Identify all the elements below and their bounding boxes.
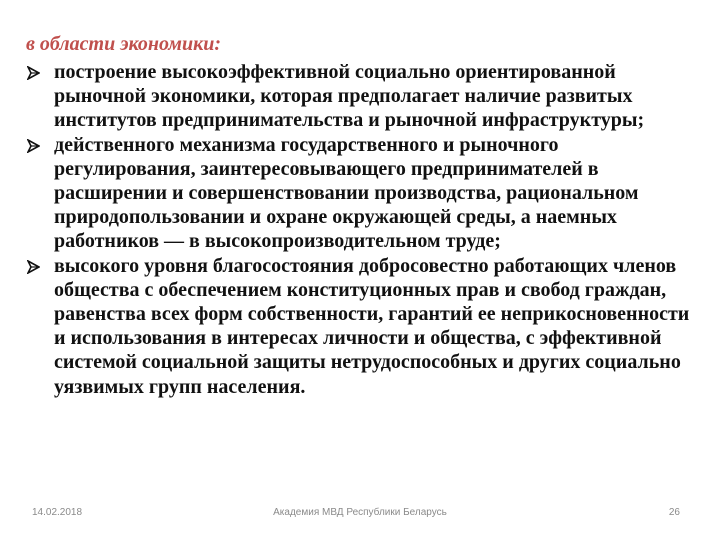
bullet-text: действенного механизма государственного и рыночного регулирования, заинтересовывающего предпринимателей в расширении и совершенствовании производства, рациональном природопользовании и охране окружающей среды, а наемных работников — в высокопроизводительном труде; bbox=[54, 133, 639, 253]
arrowhead-bullet-icon bbox=[27, 66, 40, 80]
bullet-item bbox=[0, 254, 694, 399]
bullet-list bbox=[0, 60, 720, 399]
section-heading: в области экономики: bbox=[26, 33, 221, 55]
bullet-text: построение высокоэффективной социально ориентированной рыночной экономики, которая предполагает наличие развитых институтов предпринимательства и рыночной инфраструктуры; bbox=[54, 61, 645, 132]
bullet-item bbox=[0, 60, 694, 133]
footer-page-number: 26 bbox=[668, 507, 680, 518]
bullet-item bbox=[0, 133, 694, 254]
arrowhead-bullet-icon bbox=[27, 139, 40, 153]
bullet-text: высокого уровня благосостояния добросовестно работающих членов общества с обеспечением конституционных прав и свобод граждан, равенства всех форм собственности, гарантий ее неприкосновенности и использования в интересах личности и общества, с эффективной системой социальной защиты нетрудоспособных и других социально уязвимых групп населения. bbox=[54, 254, 690, 398]
arrowhead-bullet-icon bbox=[27, 260, 40, 274]
footer-date: 14.02.2018 bbox=[32, 507, 83, 518]
footer-organization: Академия МВД Республики Беларусь bbox=[273, 507, 447, 518]
